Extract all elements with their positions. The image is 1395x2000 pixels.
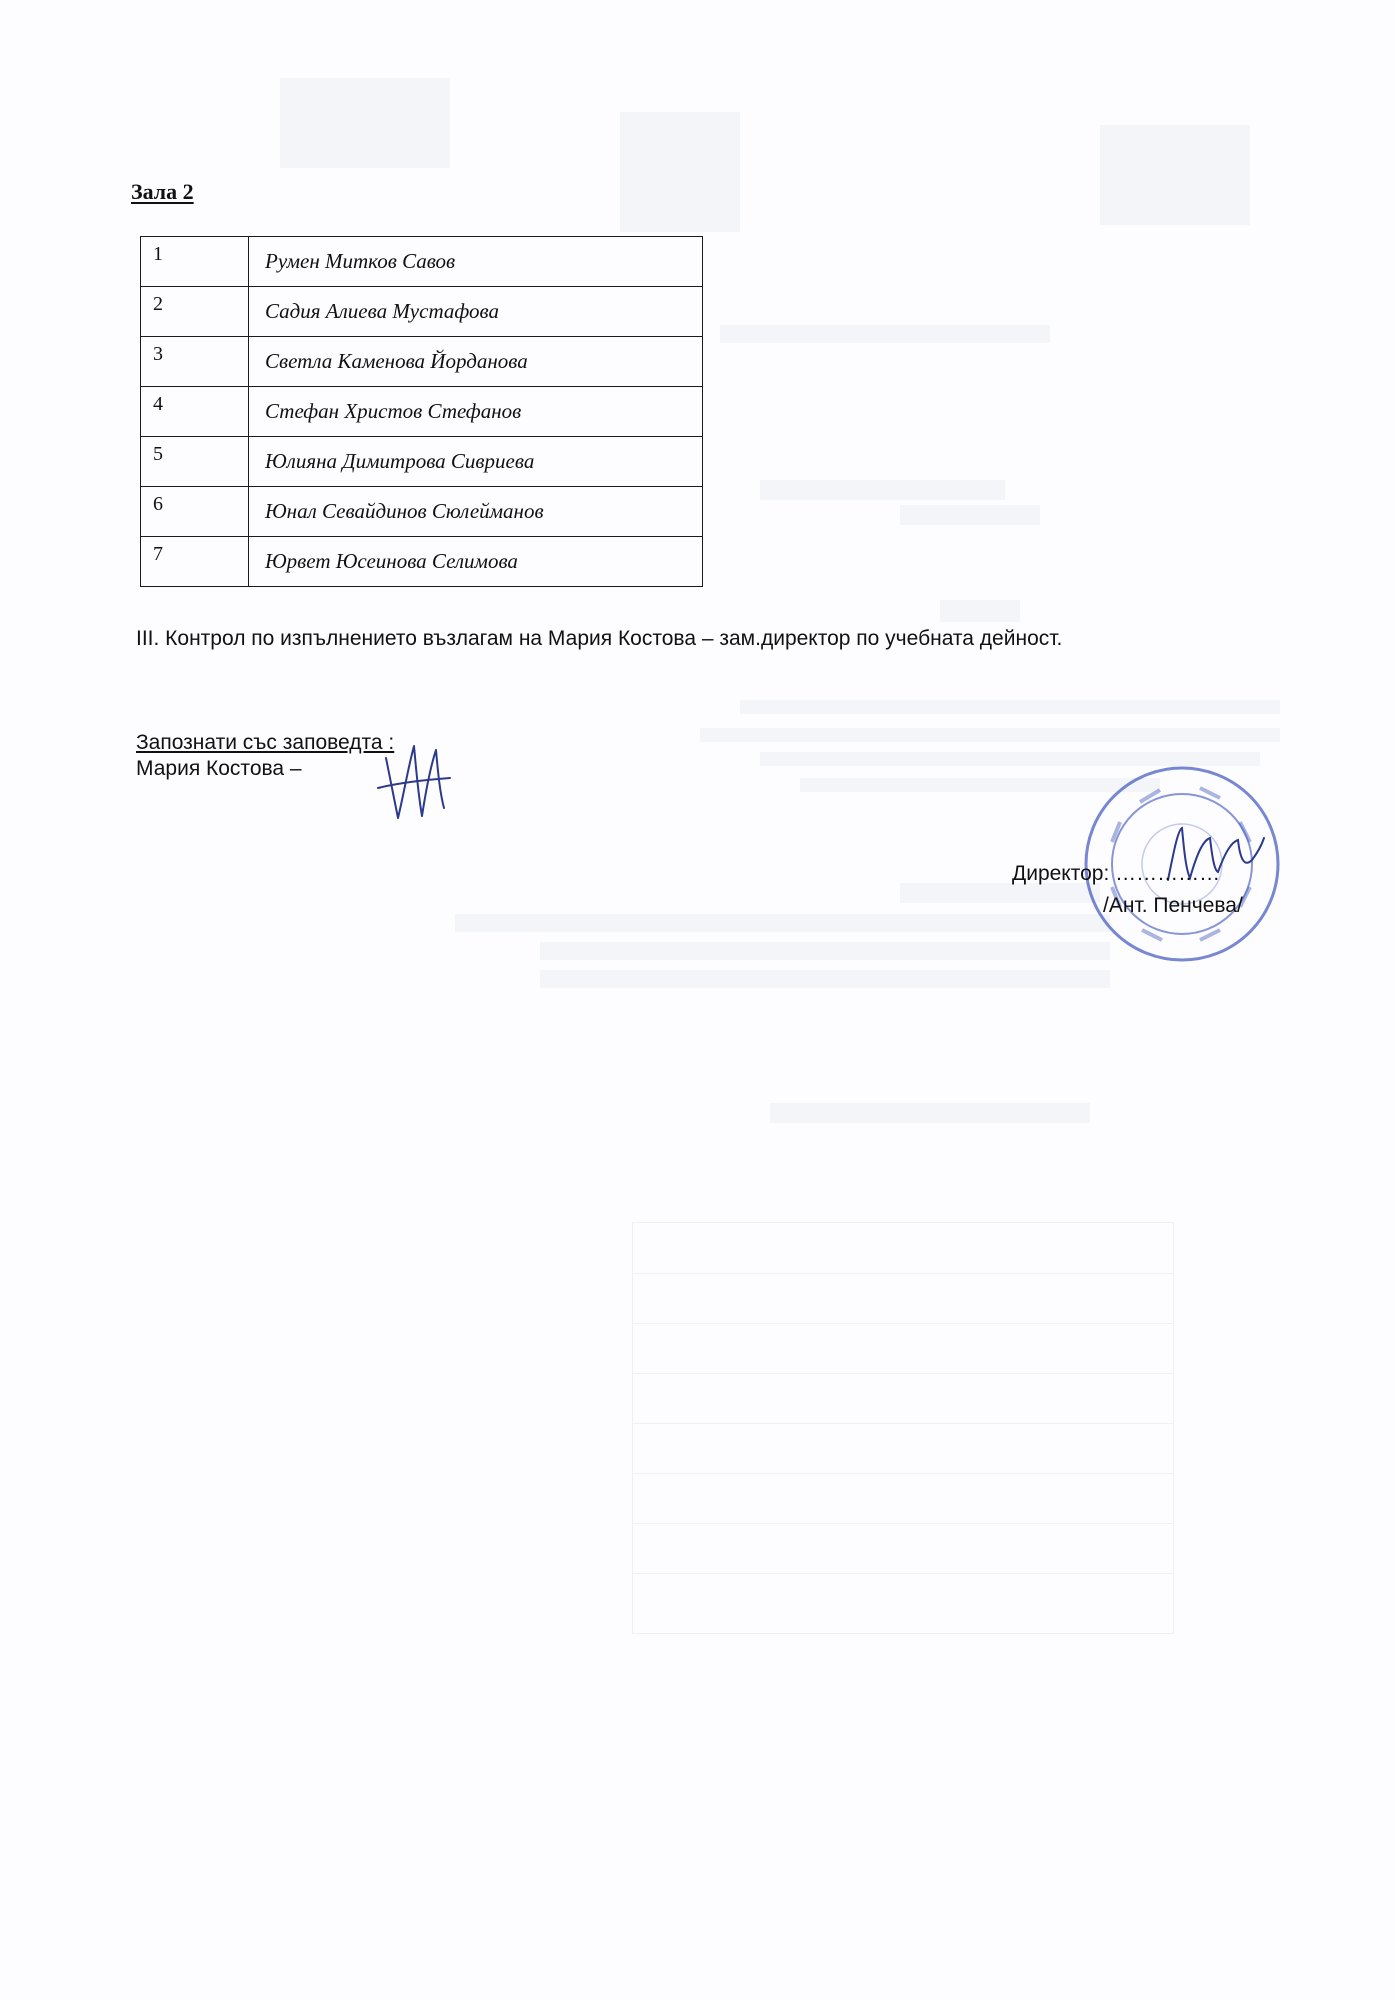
table-row bbox=[141, 287, 703, 337]
table-row bbox=[141, 337, 703, 387]
director-label: Директор: …………… bbox=[1012, 862, 1221, 885]
ghost-line-2 bbox=[760, 480, 1005, 500]
ghost-line-13 bbox=[770, 1103, 1090, 1123]
ghost-logo-right bbox=[1100, 125, 1250, 225]
table-row bbox=[141, 437, 703, 487]
student-name: Юнал Севайдинов Сюлейманов bbox=[249, 487, 703, 537]
row-number: 5 bbox=[141, 437, 249, 487]
director-name: /Ант. Пенчева/ bbox=[1103, 894, 1243, 917]
ghost-line-11 bbox=[540, 942, 1110, 960]
table-row bbox=[141, 487, 703, 537]
row-number: 6 bbox=[141, 487, 249, 537]
table-row bbox=[141, 387, 703, 437]
student-name: Юлияна Димитрова Сивриева bbox=[249, 437, 703, 487]
ghost-line-10 bbox=[455, 914, 1110, 932]
ghost-table bbox=[632, 1222, 1174, 1634]
row-number: 7 bbox=[141, 537, 249, 587]
ghost-line-1 bbox=[720, 325, 1050, 343]
roster-table bbox=[140, 236, 703, 587]
student-name: Садия Алиева Мустафова bbox=[249, 287, 703, 337]
ghost-line-3 bbox=[900, 505, 1040, 525]
row-number: 1 bbox=[141, 237, 249, 287]
ghost-line-6 bbox=[700, 728, 1280, 742]
control-assignment: III. Контрол по изпълнението възлагам на Мария Костова – зам.директор по учебната дейност. bbox=[136, 627, 1063, 650]
ghost-line-4 bbox=[940, 600, 1020, 622]
ghost-line-12 bbox=[540, 970, 1110, 988]
table-row bbox=[141, 537, 703, 587]
row-number: 2 bbox=[141, 287, 249, 337]
acquainted-person: Мария Костова – bbox=[136, 757, 302, 780]
ghost-logo-center bbox=[620, 112, 740, 232]
student-name: Юрвет Юсеинова Селимова bbox=[249, 537, 703, 587]
row-number: 3 bbox=[141, 337, 249, 387]
table-row bbox=[141, 237, 703, 287]
ghost-line-5 bbox=[740, 700, 1280, 714]
student-name: Румен Митков Савов bbox=[249, 237, 703, 287]
ghost-logo-left bbox=[280, 78, 450, 168]
hall-title: Зала 2 bbox=[131, 179, 194, 204]
student-name: Светла Каменова Йорданова bbox=[249, 337, 703, 387]
ghost-line-9 bbox=[900, 883, 1100, 903]
signature-kostova bbox=[368, 738, 458, 826]
row-number: 4 bbox=[141, 387, 249, 437]
student-name: Стефан Христов Стефанов bbox=[249, 387, 703, 437]
acquainted-label: Запознати със заповедта : bbox=[136, 731, 395, 754]
